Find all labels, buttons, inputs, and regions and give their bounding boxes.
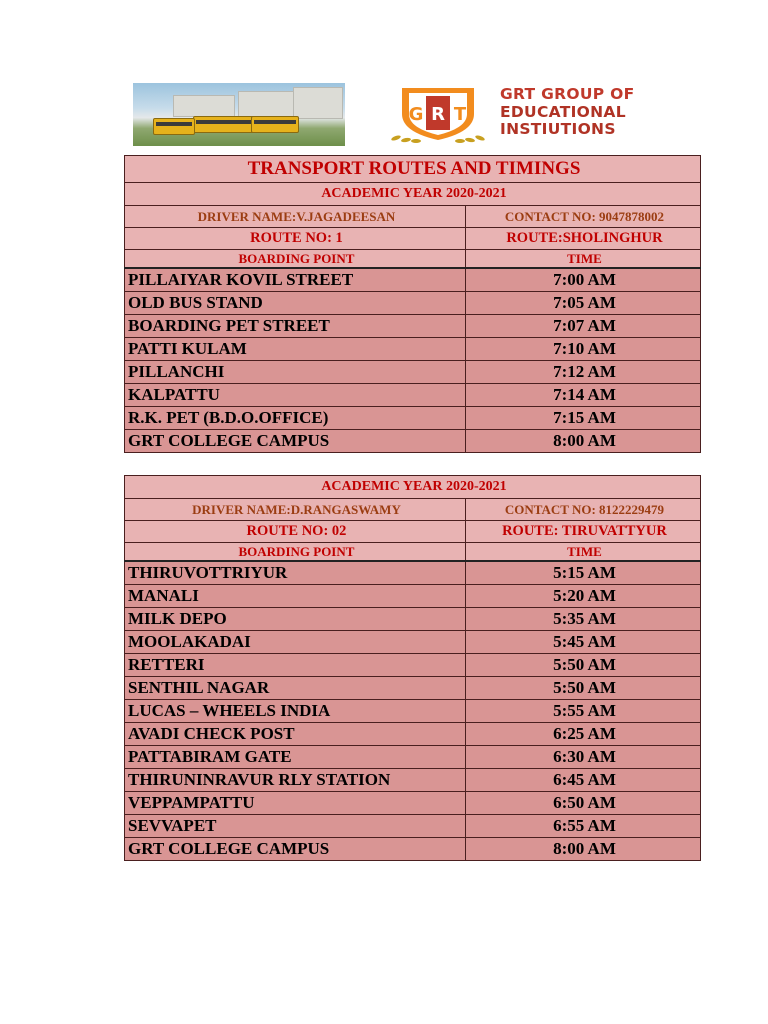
contact-number: CONTACT NO: 8122229479 — [465, 499, 700, 521]
table-row — [125, 631, 701, 654]
boarding-point: VEPPAMPATTU — [125, 792, 466, 815]
boarding-point: PILLAIYAR KOVIL STREET — [125, 268, 466, 292]
svg-text:G: G — [408, 104, 424, 125]
table-row — [125, 838, 701, 861]
pickup-time: 6:45 AM — [465, 769, 700, 792]
svg-text:R: R — [431, 104, 445, 125]
table-row — [125, 746, 701, 769]
grt-logo-icon — [382, 84, 494, 146]
table-row — [125, 723, 701, 746]
boarding-point: MANALI — [125, 585, 466, 608]
pickup-time: 5:50 AM — [465, 654, 700, 677]
table-row — [125, 361, 701, 384]
pickup-time: 7:12 AM — [465, 361, 700, 384]
brand-line-1: GRT GROUP OF — [500, 85, 635, 103]
pickup-time: 7:14 AM — [465, 384, 700, 407]
boarding-point: PATTI KULAM — [125, 338, 466, 361]
boarding-point: LUCAS – WHEELS INDIA — [125, 700, 466, 723]
institution-name — [500, 86, 700, 139]
pickup-time: 5:20 AM — [465, 585, 700, 608]
route-name: ROUTE: TIRUVATTYUR — [465, 521, 700, 543]
pickup-time: 6:25 AM — [465, 723, 700, 746]
col-header-time: TIME — [465, 543, 700, 562]
table-row — [125, 608, 701, 631]
boarding-point: SEVVAPET — [125, 815, 466, 838]
boarding-point: GRT COLLEGE CAMPUS — [125, 430, 466, 453]
pickup-time: 8:00 AM — [465, 430, 700, 453]
pickup-time: 6:55 AM — [465, 815, 700, 838]
table-row — [125, 384, 701, 407]
table-row — [125, 792, 701, 815]
academic-year: ACADEMIC YEAR 2020-2021 — [125, 183, 701, 206]
route-table-1 — [124, 155, 701, 453]
col-header-boarding-point: BOARDING POINT — [125, 250, 466, 269]
brand-line-3: INSTIUTIONS — [500, 120, 616, 138]
table-row — [125, 338, 701, 361]
pickup-time: 7:10 AM — [465, 338, 700, 361]
table-row — [125, 407, 701, 430]
contact-number: CONTACT NO: 9047878002 — [465, 206, 700, 228]
route-number: ROUTE NO: 1 — [125, 228, 466, 250]
route-number: ROUTE NO: 02 — [125, 521, 466, 543]
pickup-time: 7:00 AM — [465, 268, 700, 292]
table-title: TRANSPORT ROUTES AND TIMINGS — [125, 156, 701, 183]
brand-line-2: EDUCATIONAL — [500, 102, 626, 121]
driver-name: DRIVER NAME:V.JAGADEESAN — [125, 206, 466, 228]
col-header-boarding-point: BOARDING POINT — [125, 543, 466, 562]
pickup-time: 5:50 AM — [465, 677, 700, 700]
boarding-point: PILLANCHI — [125, 361, 466, 384]
driver-name: DRIVER NAME:D.RANGASWAMY — [125, 499, 466, 521]
boarding-point: SENTHIL NAGAR — [125, 677, 466, 700]
table-row — [125, 315, 701, 338]
boarding-point: GRT COLLEGE CAMPUS — [125, 838, 466, 861]
table-row — [125, 815, 701, 838]
boarding-point: AVADI CHECK POST — [125, 723, 466, 746]
pickup-time: 8:00 AM — [465, 838, 700, 861]
academic-year: ACADEMIC YEAR 2020-2021 — [125, 476, 701, 499]
pickup-time: 5:15 AM — [465, 561, 700, 585]
table-row — [125, 292, 701, 315]
col-header-time: TIME — [465, 250, 700, 269]
pickup-time: 7:15 AM — [465, 407, 700, 430]
table-row — [125, 268, 701, 292]
pickup-time: 7:05 AM — [465, 292, 700, 315]
pickup-time: 5:35 AM — [465, 608, 700, 631]
boarding-point: BOARDING PET STREET — [125, 315, 466, 338]
table-row — [125, 430, 701, 453]
pickup-time: 6:30 AM — [465, 746, 700, 769]
boarding-point: OLD BUS STAND — [125, 292, 466, 315]
boarding-point: THIRUNINRAVUR RLY STATION — [125, 769, 466, 792]
boarding-point: R.K. PET (B.D.O.OFFICE) — [125, 407, 466, 430]
table-row — [125, 677, 701, 700]
pickup-time: 6:50 AM — [465, 792, 700, 815]
table-row — [125, 654, 701, 677]
boarding-point: THIRUVOTTRIYUR — [125, 561, 466, 585]
table-row — [125, 700, 701, 723]
table-row — [125, 769, 701, 792]
boarding-point: MOOLAKADAI — [125, 631, 466, 654]
svg-text:T: T — [453, 104, 467, 125]
boarding-point: KALPATTU — [125, 384, 466, 407]
table-row — [125, 561, 701, 585]
route-table-2 — [124, 475, 701, 861]
campus-bus-photo — [133, 83, 345, 146]
boarding-point: PATTABIRAM GATE — [125, 746, 466, 769]
letterhead — [128, 80, 700, 150]
table-row — [125, 585, 701, 608]
pickup-time: 5:55 AM — [465, 700, 700, 723]
pickup-time: 7:07 AM — [465, 315, 700, 338]
pickup-time: 5:45 AM — [465, 631, 700, 654]
boarding-point: MILK DEPO — [125, 608, 466, 631]
route-name: ROUTE:SHOLINGHUR — [465, 228, 700, 250]
boarding-point: RETTERI — [125, 654, 466, 677]
